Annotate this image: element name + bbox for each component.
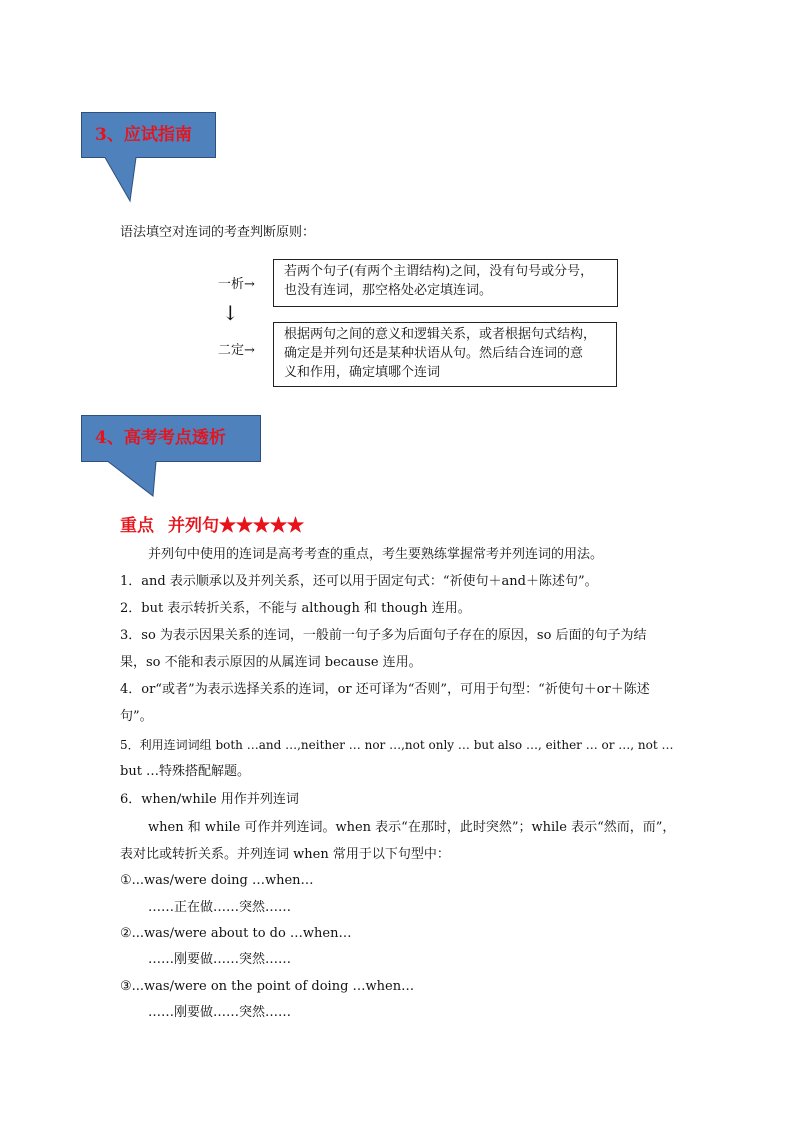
body-line: when 和 while 可作并列连词。when 表示“在那时，此时突然”；while 表示“然而，而”， <box>148 820 676 835</box>
section-name: 并列句 <box>168 516 219 536</box>
body-line: ③...was/were on the point of doing …when… <box>120 979 415 994</box>
body-line: 句”。 <box>120 709 153 724</box>
step-text-line: 确定是并列句还是某种状语从句。然后结合连词的意 <box>284 346 584 361</box>
step-box-determine <box>273 322 617 387</box>
body-line: 6．when/while 用作并列连词 <box>120 792 299 807</box>
body-line: 5．利用连词词组 both …and …,neither … nor …,not only … but also …, either … or …, not … <box>120 738 674 752</box>
step-text-line: 若两个句子(有两个主谓结构)之间，没有句号或分号， <box>284 264 594 279</box>
body-line: 4．or“或者”为表示选择关系的连词，or 还可译为“否则”，可用于句型：“祈使句＋or＋陈述 <box>120 682 650 697</box>
body-line: ②...was/were about to do …when… <box>120 926 352 941</box>
step-text-line: 根据两句之间的意义和逻辑关系，或者根据句式结构， <box>284 327 597 342</box>
callout-title: 3、应试指南 <box>95 125 192 145</box>
body-line: but …特殊搭配解题。 <box>120 764 251 779</box>
step-text-line: 义和作用，确定填哪个连词 <box>284 365 441 380</box>
step-label-analyze: 一析→ <box>218 277 255 292</box>
body-line: 3．so 为表示因果关系的连词，一般前一句子多为后面句子存在的原因，so 后面的句子为结 <box>120 628 647 643</box>
body-line: ……正在做……突然…… <box>148 900 292 915</box>
step-box-analyze <box>273 259 618 307</box>
body-line: 表对比或转折关系。并列连词 when 常用于以下句型中： <box>120 847 450 862</box>
body-line: 2．but 表示转折关系，不能与 although 和 though 连用。 <box>120 601 471 616</box>
section-label: 重点 <box>120 516 154 536</box>
body-line: 果，so 不能和表示原因的从属连词 because 连用。 <box>120 655 422 670</box>
section-heading <box>120 511 304 536</box>
body-line: 并列句中使用的连词是高考考查的重点，考生要熟练掌握常考并列连词的用法。 <box>148 547 604 562</box>
callout-section-4 <box>81 415 261 497</box>
body-line: ①...was/were doing …when… <box>120 873 314 888</box>
step-text-line: 也没有连词，那空格处必定填连词。 <box>284 283 493 298</box>
body-line: ……刚要做……突然…… <box>148 1005 292 1020</box>
callout-section-3 <box>81 112 216 202</box>
step-label-determine: 二定→ <box>218 343 255 358</box>
down-arrow-icon: ↓ <box>222 301 239 325</box>
callout-title: 4、高考考点透析 <box>95 428 226 448</box>
body-line: 1．and 表示顺承以及并列关系，还可以用于固定句式：“祈使句＋and＋陈述句”。 <box>120 574 598 589</box>
intro-text: 语法填空对连词的考查判断原则： <box>120 225 316 240</box>
rating-stars: ★★★★★ <box>219 516 304 536</box>
body-line: ……刚要做……突然…… <box>148 952 292 967</box>
